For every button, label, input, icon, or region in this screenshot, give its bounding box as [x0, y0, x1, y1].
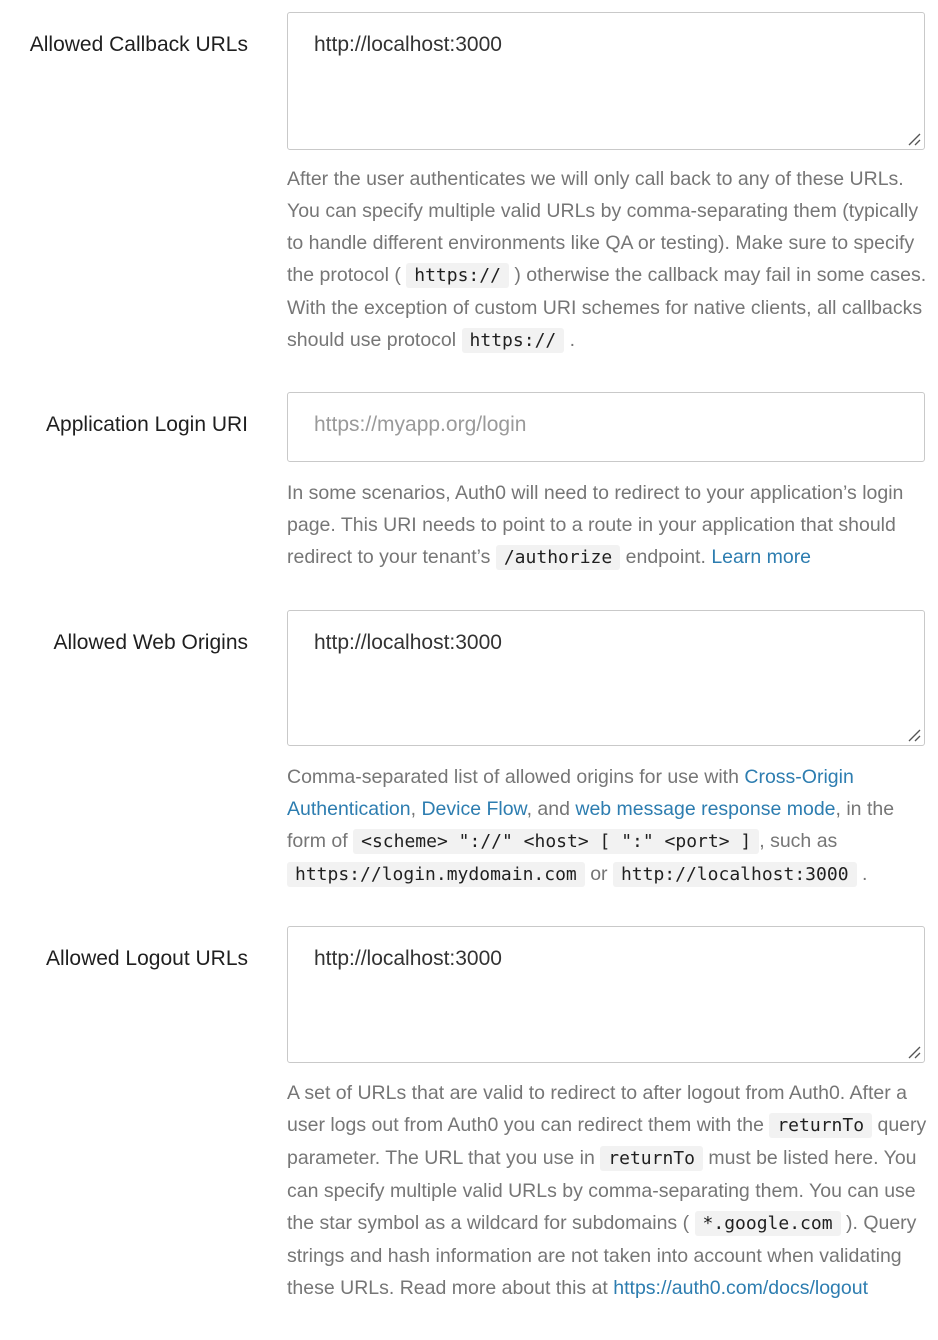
code-snippet: /authorize: [496, 545, 620, 570]
logout-urls-help: A set of URLs that are valid to redirect to after logout from Auth0. After a user logs out from Auth0 you can redirect them with the returnTo query parameter. The URL that you use in returnTo must be listed here. You can specify multiple valid URLs by comma-separating them. You can use the star symbol as a wildcard for subdomains ( *.google.com ). Query strings and hash information are not taken into account when validating these URLs. Read more about this at https://auth0.com/docs/logout: [287, 1082, 927, 1299]
code-snippet: returnTo: [769, 1113, 872, 1138]
callback-urls-value: http://localhost:3000: [314, 33, 502, 56]
login-uri-label: Application Login URI: [46, 413, 248, 436]
resize-grip-icon[interactable]: [907, 132, 921, 146]
web-origins-help: Comma-separated list of allowed origins for use with Cross-Origin Authentication, Device Flow, and web message response mode, in the form of <scheme> "://" <host> [ ":" <port> ] , such as https://login.mydomain.com or http://localhost:3000 .: [287, 766, 895, 885]
logout-urls-label: Allowed Logout URLs: [46, 947, 248, 970]
web-origins-textarea[interactable]: [287, 610, 925, 746]
code-snippet: https://login.mydomain.com: [287, 862, 585, 887]
resize-grip-icon[interactable]: [907, 728, 921, 742]
login-uri-placeholder: https://myapp.org/login: [314, 413, 527, 436]
logout-docs-link[interactable]: https://auth0.com/docs/logout: [613, 1277, 869, 1299]
login-uri-input[interactable]: [287, 392, 925, 462]
cross-origin-auth-link[interactable]: Cross-Origin Authentication: [287, 766, 854, 820]
callback-urls-help: After the user authenticates we will only call back to any of these URLs. You can specify multiple valid URLs by comma-separating them (typically to handle different environments like QA or testing). Make sure to specify the protocol ( https:// ) otherwise the callback may fail in some cases. With the exception of custom URI schemes for native clients, all callbacks should use protocol https:// .: [287, 168, 927, 351]
web-message-mode-link[interactable]: web message response mode: [575, 798, 836, 820]
code-snippet: returnTo: [600, 1146, 703, 1171]
login-uri-help: In some scenarios, Auth0 will need to redirect to your application’s login page. This URI needs to point to a route in your application that should redirect to your tenant’s /authorize endpoint. Learn more: [287, 482, 904, 568]
resize-grip-icon[interactable]: [907, 1045, 921, 1059]
code-snippet: http://localhost:3000: [613, 862, 857, 887]
learn-more-link[interactable]: Learn more: [711, 546, 812, 568]
code-snippet: *.google.com: [695, 1211, 841, 1236]
logout-urls-textarea[interactable]: [287, 926, 925, 1063]
code-snippet: https://: [406, 263, 509, 288]
code-snippet: https://: [462, 328, 565, 353]
callback-urls-label: Allowed Callback URLs: [29, 33, 248, 56]
code-snippet: <scheme> "://" <host> [ ":" <port> ]: [353, 829, 759, 854]
callback-urls-textarea[interactable]: [287, 12, 925, 150]
logout-urls-value: http://localhost:3000: [314, 947, 502, 970]
web-origins-label: Allowed Web Origins: [53, 631, 248, 654]
web-origins-value: http://localhost:3000: [314, 631, 502, 654]
device-flow-link[interactable]: Device Flow: [421, 798, 527, 820]
